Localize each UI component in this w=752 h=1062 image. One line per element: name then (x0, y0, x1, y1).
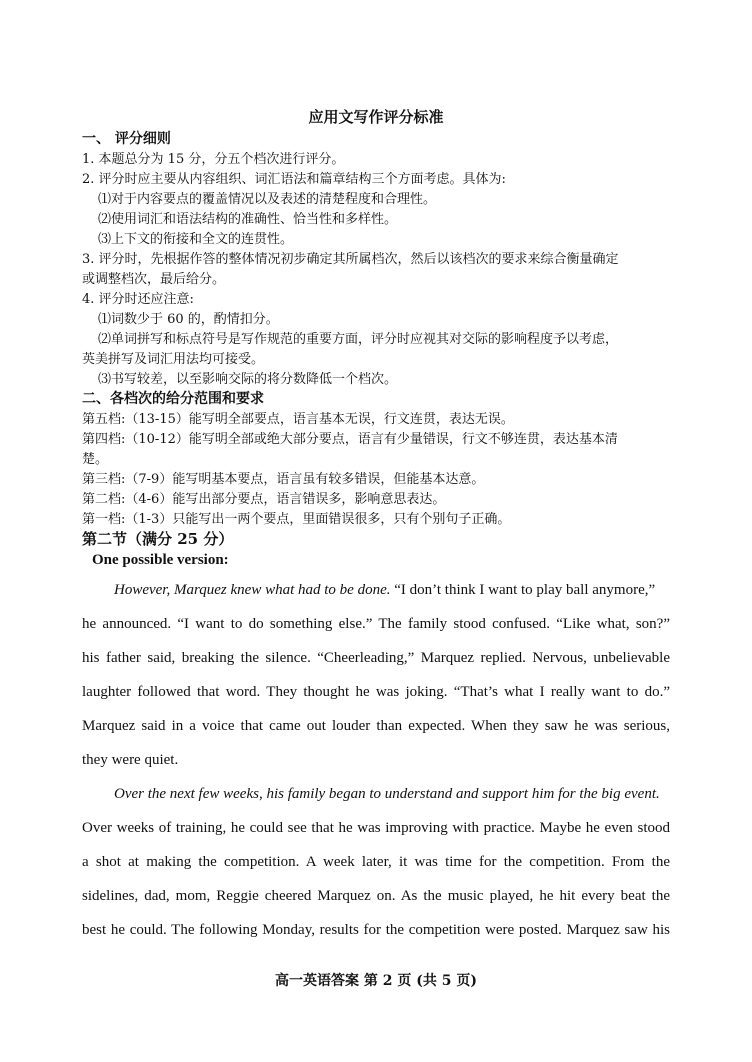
essay-line: his father said, breaking the silence. “Cheerleading,” Marquez replied. Nervous, unbelievable (82, 650, 670, 666)
rule-line: 英美拼写及词汇用法均可接受。 (82, 352, 265, 367)
essay-line: sidelines, dad, mom, Reggie cheered Marquez on. As the music played, he hit every beat the (82, 888, 670, 904)
part-two-heading: 第二节（满分 25 分） (82, 530, 234, 548)
rule-line: ⑴词数少于 60 的，酌情扣分。 (98, 312, 279, 327)
rule-line: ⑶上下文的衔接和全文的连贯性。 (98, 232, 294, 247)
rule-line: 2. 评分时应主要从内容组织、词汇语法和篇章结构三个方面考虑。具体为: (82, 172, 506, 187)
rule-line: ⑴对于内容要点的覆盖情况以及表述的清楚程度和合理性。 (98, 192, 437, 207)
essay-line: he announced. “I want to do something else.” The family stood confused. “Like what, son?” (82, 616, 670, 632)
rule-line: 或调整档次，最后给分。 (82, 272, 226, 287)
version-label: One possible version: (92, 552, 229, 568)
rule-line: ⑶书写较差，以至影响交际的将分数降低一个档次。 (98, 372, 398, 387)
rule-line: 4. 评分时还应注意: (82, 292, 194, 307)
grade-band-line: 楚。 (82, 452, 109, 467)
grade-band-line: 第四档:（10-12）能写明全部或绝大部分要点，语言有少量错误，行文不够连贯，表达基本清 (82, 432, 618, 447)
essay-line: Marquez said in a voice that came out louder than expected. When they saw he was serious, (82, 718, 670, 734)
essay-text: “I don’t think I want to play ball anymore,” (394, 582, 656, 598)
grade-band-line: 第三档:（7-9）能写明基本要点，语言虽有较多错误，但能基本达意。 (82, 472, 485, 487)
grade-band-line: 第二档:（4-6）能写出部分要点，语言错误多，影响意思表达。 (82, 492, 446, 507)
section-heading-grade-bands: 二、各档次的给分范围和要求 (82, 391, 264, 407)
grade-band-line: 第五档:（13-15）能写明全部要点，语言基本无误，行文连贯，表达无误。 (82, 412, 514, 427)
paragraph-opening-italic: However, Marquez knew what had to be done. (114, 582, 391, 598)
essay-line (114, 582, 655, 599)
rule-line: 3. 评分时，先根据作答的整体情况初步确定其所属档次，然后以该档次的要求来综合衡量确定 (82, 252, 619, 267)
rule-line: 1. 本题总分为 15 分，分五个档次进行评分。 (82, 152, 345, 167)
essay-line: a shot at making the competition. A week later, it was time for the competition. From the (82, 854, 670, 870)
paragraph-opening-italic: Over the next few weeks, his family began to understand and support him for the big event. (114, 786, 660, 802)
page-footer: 高一英语答案 第 2 页 (共 5 页) (275, 973, 477, 989)
rule-line: ⑵单词拼写和标点符号是写作规范的重要方面，评分时应视其对交际的影响程度予以考虑， (98, 332, 619, 347)
essay-line: best he could. The following Monday, results for the competition were posted. Marquez saw his (82, 922, 670, 938)
rule-line: ⑵使用词汇和语法结构的准确性、恰当性和多样性。 (98, 212, 398, 227)
essay-line: Over weeks of training, he could see that he was improving with practice. Maybe he even stood (82, 820, 670, 836)
section-heading-scoring-details: 一、 评分细则 (82, 131, 171, 147)
grade-band-line: 第一档:（1-3）只能写出一两个要点，里面错误很多，只有个别句子正确。 (82, 512, 511, 527)
essay-line: laughter followed that word. They thought he was joking. “That’s what I really want to do.” (82, 684, 670, 700)
essay-line: they were quiet. (82, 752, 179, 768)
page-title: 应用文写作评分标准 (308, 108, 444, 126)
